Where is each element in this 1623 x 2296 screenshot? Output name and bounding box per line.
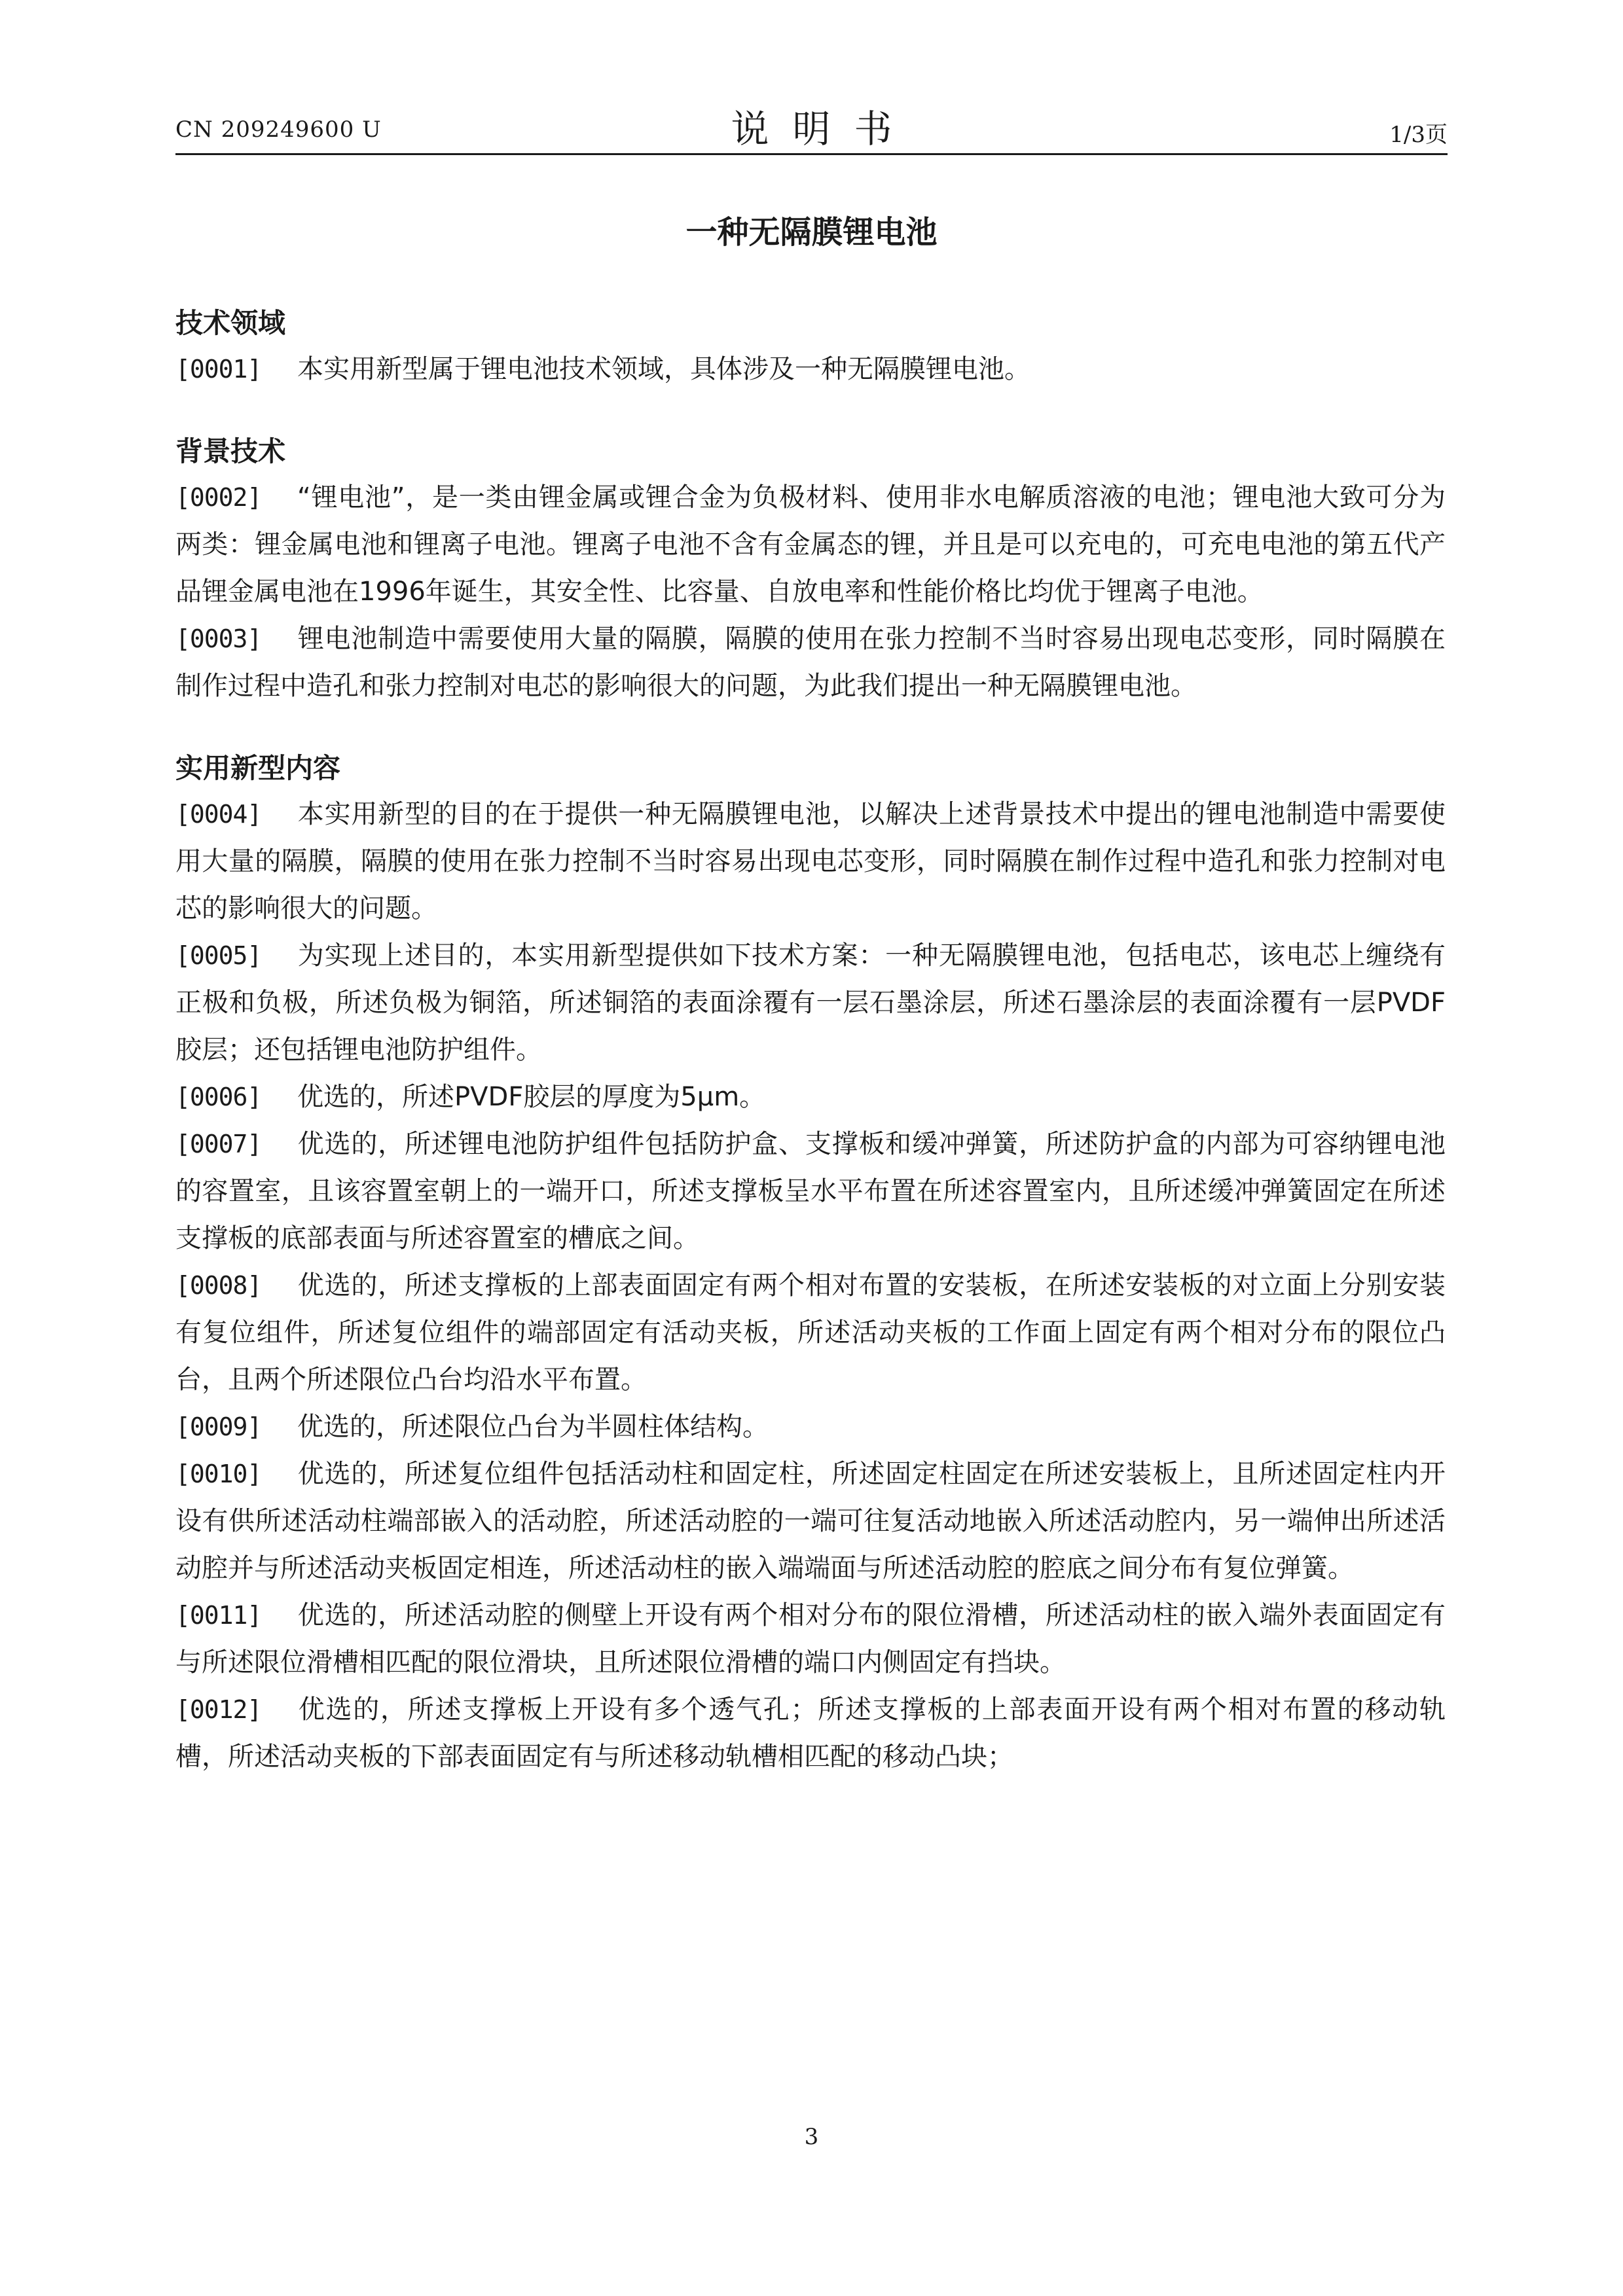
paragraph-number: [0003] <box>175 624 262 653</box>
section-heading-background: 背景技术 <box>175 435 286 467</box>
paragraph-text: 优选的，所述复位组件包括活动柱和固定柱，所述固定柱固定在所述安装板上，且所述固定柱内开设有供所述活动柱端部嵌入的活动腔，所述活动腔的一端可往复活动地嵌入所述活动腔内，另一端伸出所述活动腔并与所述活动夹板固定相连，所述活动柱的嵌入端端面与所述活动腔的腔底之间分布有复位弹簧。 <box>175 1459 1446 1583</box>
page-number: 3 <box>804 2124 819 2150</box>
section-heading-technical-field: 技术领域 <box>175 307 286 339</box>
paragraph-text: 本实用新型属于锂电池技术领域，具体涉及一种无隔膜锂电池。 <box>297 354 1030 384</box>
page-header <box>175 98 1448 157</box>
paragraph-text: 为实现上述目的，本实用新型提供如下技术方案：一种无隔膜锂电池，包括电芯，该电芯上缠绕有正极和负极，所述负极为铜箔，所述铜箔的表面涂覆有一层石墨涂层，所述石墨涂层的表面涂覆有一层PVDF胶层；还包括锂电池防护组件。 <box>175 941 1446 1065</box>
paragraph-text: 优选的，所述锂电池防护组件包括防护盒、支撑板和缓冲弹簧，所述防护盒的内部为可容纳锂电池的容置室，且该容置室朝上的一端开口，所述支撑板呈水平布置在所述容置室内，且所述缓冲弹簧固定在所述支撑板的底部表面与所述容置室的槽底之间。 <box>175 1129 1446 1253</box>
paragraph-0001 <box>175 346 1446 393</box>
paragraph-0003 <box>175 615 1446 709</box>
paragraph-text: 优选的，所述支撑板的上部表面固定有两个相对布置的安装板，在所述安装板的对立面上分别安装有复位组件，所述复位组件的端部固定有活动夹板，所述活动夹板的工作面上固定有两个相对分布的限位凸台，且两个所述限位凸台均沿水平布置。 <box>175 1270 1446 1395</box>
page-count: 1/3页 <box>1389 122 1448 148</box>
paragraph-number: [0008] <box>175 1271 262 1300</box>
paragraph-text: 本实用新型的目的在于提供一种无隔膜锂电池，以解决上述背景技术中提出的锂电池制造中需要使用大量的隔膜，隔膜的使用在张力控制不当时容易出现电芯变形，同时隔膜在制作过程中造孔和张力控制对电芯的影响很大的问题。 <box>175 799 1446 924</box>
paragraph-0011 <box>175 1592 1446 1686</box>
publication-number: CN 209249600 U <box>175 117 382 143</box>
paragraph-number: [0005] <box>175 941 262 970</box>
paragraph-0006 <box>175 1073 1446 1121</box>
paragraph-text: 优选的，所述支撑板上开设有多个透气孔；所述支撑板的上部表面开设有两个相对布置的移动轨槽，所述活动夹板的下部表面固定有与所述移动轨槽相匹配的移动凸块； <box>175 1695 1446 1772</box>
paragraph-number: [0011] <box>175 1601 262 1630</box>
paragraph-number: [0007] <box>175 1130 262 1158</box>
paragraph-number: [0002] <box>175 483 262 512</box>
paragraph-0010 <box>175 1450 1446 1592</box>
paragraph-0002 <box>175 474 1446 615</box>
paragraph-0012 <box>175 1686 1446 1780</box>
paragraph-0005 <box>175 932 1446 1073</box>
document-title: 一种无隔膜锂电池 <box>685 214 938 251</box>
paragraph-text: 锂电池制造中需要使用大量的隔膜，隔膜的使用在张力控制不当时容易出现电芯变形，同时隔膜在制作过程中造孔和张力控制对电芯的影响很大的问题，为此我们提出一种无隔膜锂电池。 <box>175 624 1446 701</box>
document-type: 说明书 <box>731 107 916 151</box>
paragraph-number: [0012] <box>175 1695 262 1724</box>
paragraph-number: [0001] <box>175 355 262 384</box>
header-divider <box>175 153 1448 155</box>
paragraph-text: 优选的，所述限位凸台为半圆柱体结构。 <box>297 1412 769 1442</box>
paragraph-text: 优选的，所述活动腔的侧壁上开设有两个相对分布的限位滑槽，所述活动柱的嵌入端外表面固定有与所述限位滑槽相匹配的限位滑块，且所述限位滑槽的端口内侧固定有挡块。 <box>175 1600 1446 1677</box>
paragraph-text: “锂电池”，是一类由锂金属或锂合金为负极材料、使用非水电解质溶液的电池；锂电池大致可分为两类：锂金属电池和锂离子电池。锂离子电池不含有金属态的锂，并且是可以充电的，可充电电池的第五代产品锂金属电池在1996年诞生，其安全性、比容量、自放电率和性能价格比均优于锂离子电池。 <box>175 482 1446 607</box>
paragraph-number: [0010] <box>175 1460 262 1488</box>
paragraph-number: [0004] <box>175 800 262 829</box>
section-heading-utility-model-content: 实用新型内容 <box>175 752 341 784</box>
paragraph-0004 <box>175 791 1446 932</box>
paragraph-0008 <box>175 1262 1446 1403</box>
paragraph-0009 <box>175 1403 1446 1450</box>
paragraph-number: [0009] <box>175 1412 262 1441</box>
paragraph-number: [0006] <box>175 1083 262 1111</box>
paragraph-text: 优选的，所述PVDF胶层的厚度为5μm。 <box>297 1082 766 1112</box>
document-body <box>175 301 1446 1780</box>
paragraph-0007 <box>175 1121 1446 1262</box>
